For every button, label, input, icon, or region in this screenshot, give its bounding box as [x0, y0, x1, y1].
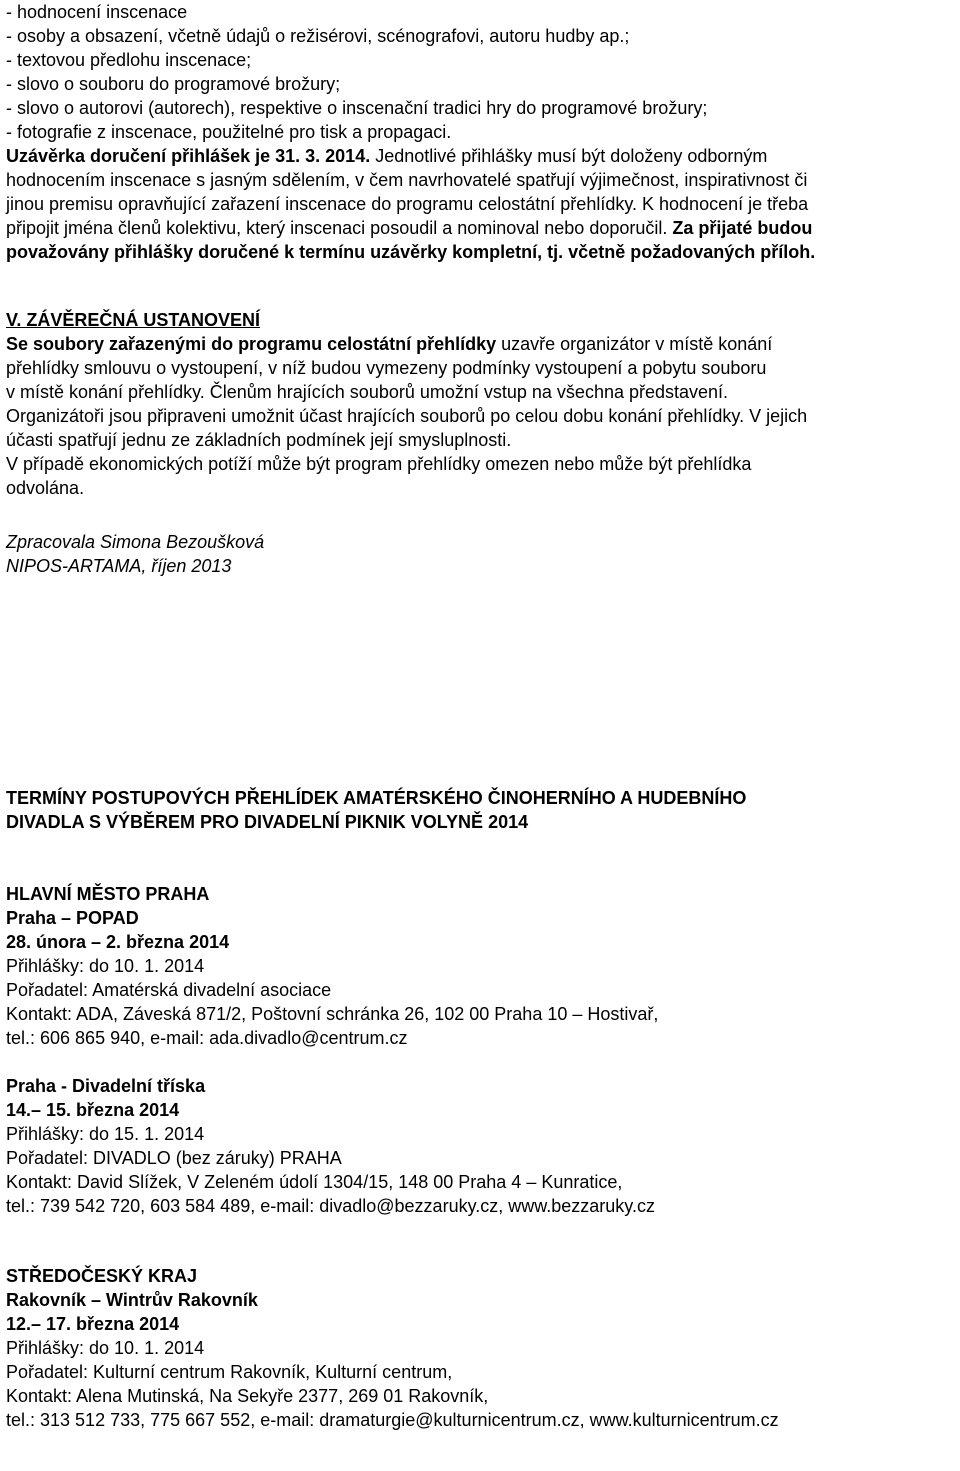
- event-organizer: Pořadatel: Amatérská divadelní asociace: [6, 980, 332, 1000]
- list-item: - slovo o autorovi (autorech), respektive o inscenační tradici hry do programové brožury;: [6, 98, 708, 118]
- event-date: 12.– 17. března 2014: [6, 1314, 180, 1334]
- author-signature: Zpracovala Simona Bezoušková: [6, 532, 265, 552]
- list-item: - osoby a obsazení, včetně údajů o režisérovi, scénografovi, autoru hudby ap.;: [6, 26, 630, 46]
- event-organizer: Pořadatel: Kulturní centrum Rakovník, Kulturní centrum,: [6, 1362, 453, 1382]
- section-line: V případě ekonomických potíží může být program přehlídky omezen nebo může být přehlídka: [6, 454, 752, 474]
- event-block: [6, 906, 956, 1050]
- event-organizer: Pořadatel: DIVADLO (bez záruky) PRAHA: [6, 1148, 342, 1168]
- section-line: odvolána.: [6, 478, 85, 498]
- deadline-emphasis: Za přijaté budou: [667, 218, 813, 238]
- signature-block: [6, 530, 956, 578]
- section-title: V. ZÁVĚREČNÁ USTANOVENÍ: [6, 310, 261, 330]
- deadline-date: Uzávěrka doručení přihlášek je 31. 3. 2014.: [6, 146, 371, 166]
- deadline-text: připojit jména členů kolektivu, který inscenaci posoudil a nominoval nebo doporučil.: [6, 218, 668, 238]
- event-contact: Kontakt: Alena Mutinská, Na Sekyře 2377, 269 01 Rakovník,: [6, 1386, 489, 1406]
- event-tel: tel.: 313 512 733, 775 667 552, e-mail: dramaturgie@kulturnicentrum.cz, www.kulturnicentrum.cz: [6, 1410, 779, 1430]
- section-line: Organizátoři jsou připraveni umožnit účast hrajících souborů po celou dobu konání přehlídky. V jejich: [6, 406, 808, 426]
- event-name: Praha – POPAD: [6, 908, 139, 928]
- event-date: 14.– 15. března 2014: [6, 1100, 180, 1120]
- section-line: v místě konání přehlídky. Členům hrajících souborů umožní vstup na všechna představení.: [6, 382, 729, 402]
- terms-heading: [6, 786, 956, 834]
- attachments-list: [6, 0, 956, 144]
- region-title: HLAVNÍ MĚSTO PRAHA: [6, 884, 210, 904]
- deadline-emphasis: považovány přihlášky doručené k termínu uzávěrky kompletní, tj. včetně požadovaných příloh.: [6, 242, 816, 262]
- event-name: Rakovník – Wintrův Rakovník: [6, 1290, 258, 1310]
- region-title: STŘEDOČESKÝ KRAJ: [6, 1266, 198, 1286]
- list-item: - fotografie z inscenace, použitelné pro tisk a propagaci.: [6, 122, 452, 142]
- event-apply: Přihlášky: do 10. 1. 2014: [6, 956, 205, 976]
- org-date: NIPOS-ARTAMA, říjen 2013: [6, 556, 232, 576]
- terms-heading-line: DIVADLA S VÝBĚREM PRO DIVADELNÍ PIKNIK VOLYNĚ 2014: [6, 812, 529, 832]
- event-apply: Přihlášky: do 10. 1. 2014: [6, 1338, 205, 1358]
- region-stredocesky: [6, 1264, 956, 1432]
- event-tel: tel.: 739 542 720, 603 584 489, e-mail: divadlo@bezzaruky.cz, www.bezzaruky.cz: [6, 1196, 655, 1216]
- event-tel: tel.: 606 865 940, e-mail: ada.divadlo@centrum.cz: [6, 1028, 408, 1048]
- section-emphasis: Se soubory zařazenými do programu celostátní přehlídky: [6, 334, 497, 354]
- list-item: - slovo o souboru do programové brožury;: [6, 74, 341, 94]
- event-contact: Kontakt: David Slížek, V Zeleném údolí 1304/15, 148 00 Praha 4 – Kunratice,: [6, 1172, 623, 1192]
- event-name: Praha - Divadelní tříska: [6, 1076, 206, 1096]
- event-apply: Přihlášky: do 15. 1. 2014: [6, 1124, 205, 1144]
- region-praha: [6, 882, 956, 1218]
- deadline-text: jinou premisu opravňující zařazení inscenace do programu celostátní přehlídky.: [6, 194, 638, 214]
- section-line: účasti spatřují jednu ze základních podmínek její smysluplnosti.: [6, 430, 512, 450]
- event-date: 28. února – 2. března 2014: [6, 932, 230, 952]
- section-text: uzavře organizátor v místě konání: [496, 334, 773, 354]
- document-page: [6, 0, 956, 1432]
- event-contact: Kontakt: ADA, Záveská 871/2, Poštovní schránka 26, 102 00 Praha 10 – Hostivař,: [6, 1004, 659, 1024]
- deadline-text: K hodnocení je třeba: [637, 194, 809, 214]
- terms-heading-line: TERMÍNY POSTUPOVÝCH PŘEHLÍDEK AMATÉRSKÉHO ČINOHERNÍHO A HUDEBNÍHO: [6, 788, 747, 808]
- list-item: - textovou předlohu inscenace;: [6, 50, 252, 70]
- deadline-text: Jednotlivé přihlášky musí být doloženy odborným: [370, 146, 768, 166]
- deadline-paragraph: [6, 144, 956, 264]
- event-block: [6, 1074, 956, 1218]
- deadline-line: hodnocením inscenace s jasným sdělením, v čem navrhovatelé spatřují výjimečnost, inspirativnost či: [6, 170, 808, 190]
- section-line: přehlídky smlouvu o vystoupení, v níž budou vymezeny podmínky vystoupení a pobytu souboru: [6, 358, 767, 378]
- final-provisions-section: [6, 308, 956, 500]
- list-item: - hodnocení inscenace: [6, 2, 188, 22]
